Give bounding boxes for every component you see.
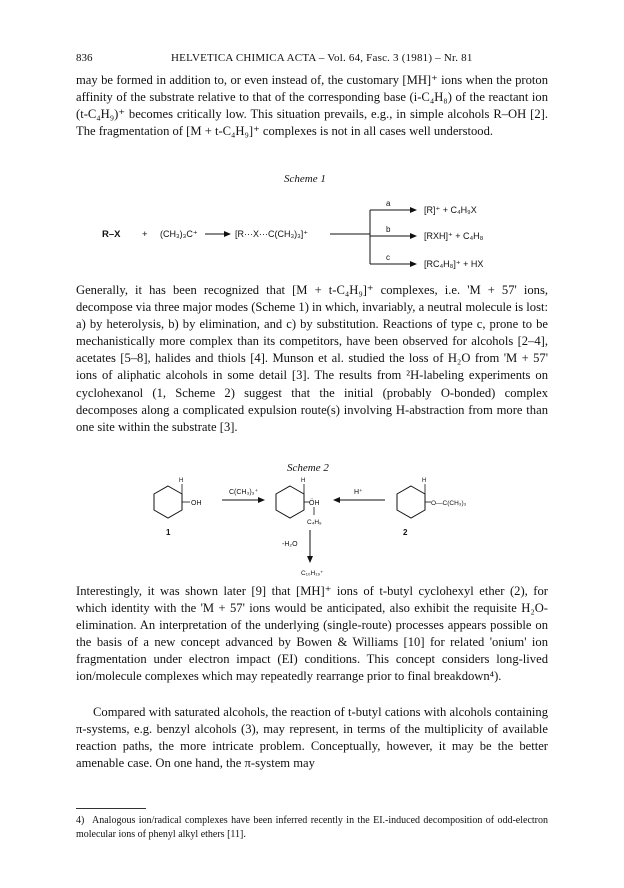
journal-title: HELVETICA CHIMICA ACTA – Vol. 64, Fasc. 3 (1981) – Nr. 81 <box>171 52 473 64</box>
paragraph-1: may be formed in addition to, or even instead of, the customary [MH]⁺ ions when the proton affinity of the substrate relative to that of the corresponding base (i-C₄H₈) of the reactant ion (t-C₄H₉)⁺ becomes critically low. This situation prevails, e.g., in simple alcohols R–OH [2]. The fragmentation of [M + t-C₄H₉]⁺ complexes is not in all cases well understood. <box>76 73 548 139</box>
scheme1-product-b: [RXH]⁺ + C₄H₈ <box>424 231 484 241</box>
footnote-text: Analogous ion/radical complexes have been inferred recently in the EI.-induced decomposition of odd-electron molecular ions of phenyl alkyl ethers [11]. <box>76 815 548 840</box>
scheme1-product-a: [R]⁺ + C₄H₉X <box>424 205 477 215</box>
scheme1-label-a: a <box>386 199 391 208</box>
scheme1-label-c: c <box>386 253 390 262</box>
scheme1-complex: [R···X···C(CH₃)₃]⁺ <box>235 229 309 239</box>
product-bottom: C₁₀H₁₉⁺ <box>301 570 324 577</box>
ring-2 <box>397 486 425 518</box>
scheme1-plus: + <box>142 229 148 240</box>
footnote-marker: 4) <box>76 815 85 826</box>
c4h9-label: C₄H₉ <box>307 519 322 526</box>
oh-label-1: OH <box>191 500 202 507</box>
h-label-2: H <box>422 478 427 484</box>
footnote <box>76 814 548 842</box>
h-label-1: H <box>179 478 184 484</box>
footnote-rule <box>76 808 146 809</box>
ring-1 <box>154 486 182 518</box>
scheme1-reactant: R–X <box>102 229 121 240</box>
paragraph-2: Generally, it has been recognized that [M + t-C₄H₉]⁺ complexes, i.e. 'M + 57' ions, decompose via three major modes (Scheme 1) in which, invariably, a neutral molecule is lost: a) by heterolysis, b) by elimination, and c) by substitution. Reactions of type c, prone to be mechanistically more complex than its competitors, have been observed for alcohols [2–4], acetates [5–8], halides and thiols [4]. Munson et al. studied the loss of H₂O from 'M + 57' ions of aliphatic alcohols in some detail [3]. The results from ²H-labeling experiments on cyclohexanol (1, Scheme 2) suggest that the initial (probably O-bonded) complex decomposes along a complicated expulsion route(s) involving H-abstraction from more than one site within the substrate [3]. <box>76 283 549 434</box>
h-label-center: H <box>301 478 306 484</box>
loss-label: -H₂O <box>282 541 298 548</box>
page-number: 836 <box>76 52 93 64</box>
compound-1-label: 1 <box>166 528 171 537</box>
paragraph-4: Compared with saturated alcohols, the reaction of t-butyl cations with alcohols containing π-systems, e.g. benzyl alcohols (3), may represent, in terms of the multiplicity of available reaction paths, the more intricate problem. Conceptually, however, it may be the better amenable case. On one hand, the π-system may <box>76 705 548 771</box>
scheme2-reagent: C(CH₃)₃⁺ <box>229 489 259 496</box>
scheme1-product-c: [RC₄H₈]⁺ + HX <box>424 259 484 269</box>
scheme1-label-b: b <box>386 225 391 234</box>
scheme-2-title: Scheme 2 <box>287 462 329 474</box>
h-plus-label: H⁺ <box>354 489 363 496</box>
ring-center <box>276 486 304 518</box>
paragraph-3: Interestingly, it was shown later [9] that [MH]⁺ ions of t-butyl cyclohexyl ether (2), for which identity with the 'M + 57' ions would be anticipated, also exhibit the requisite H₂O-elimination. An interpretation of the underlying (single-route) processes appears possible on the basis of a new concept advanced by Bowen & Williams [10] for related 'onium' ion fragmentation under electron impact (EI) conditions. This concept considers long-lived ion/molecule complexes which may repeatedly rearrange prior to final breakdown⁴). <box>76 584 548 684</box>
scheme-1-title: Scheme 1 <box>284 173 326 185</box>
scheme1-reagent: (CH₃)₃C⁺ <box>160 229 198 239</box>
oh-label-center: ÖH <box>309 500 320 507</box>
compound-2-label: 2 <box>403 528 408 537</box>
ether-label: O—C(CH₃)₃ <box>431 500 467 507</box>
